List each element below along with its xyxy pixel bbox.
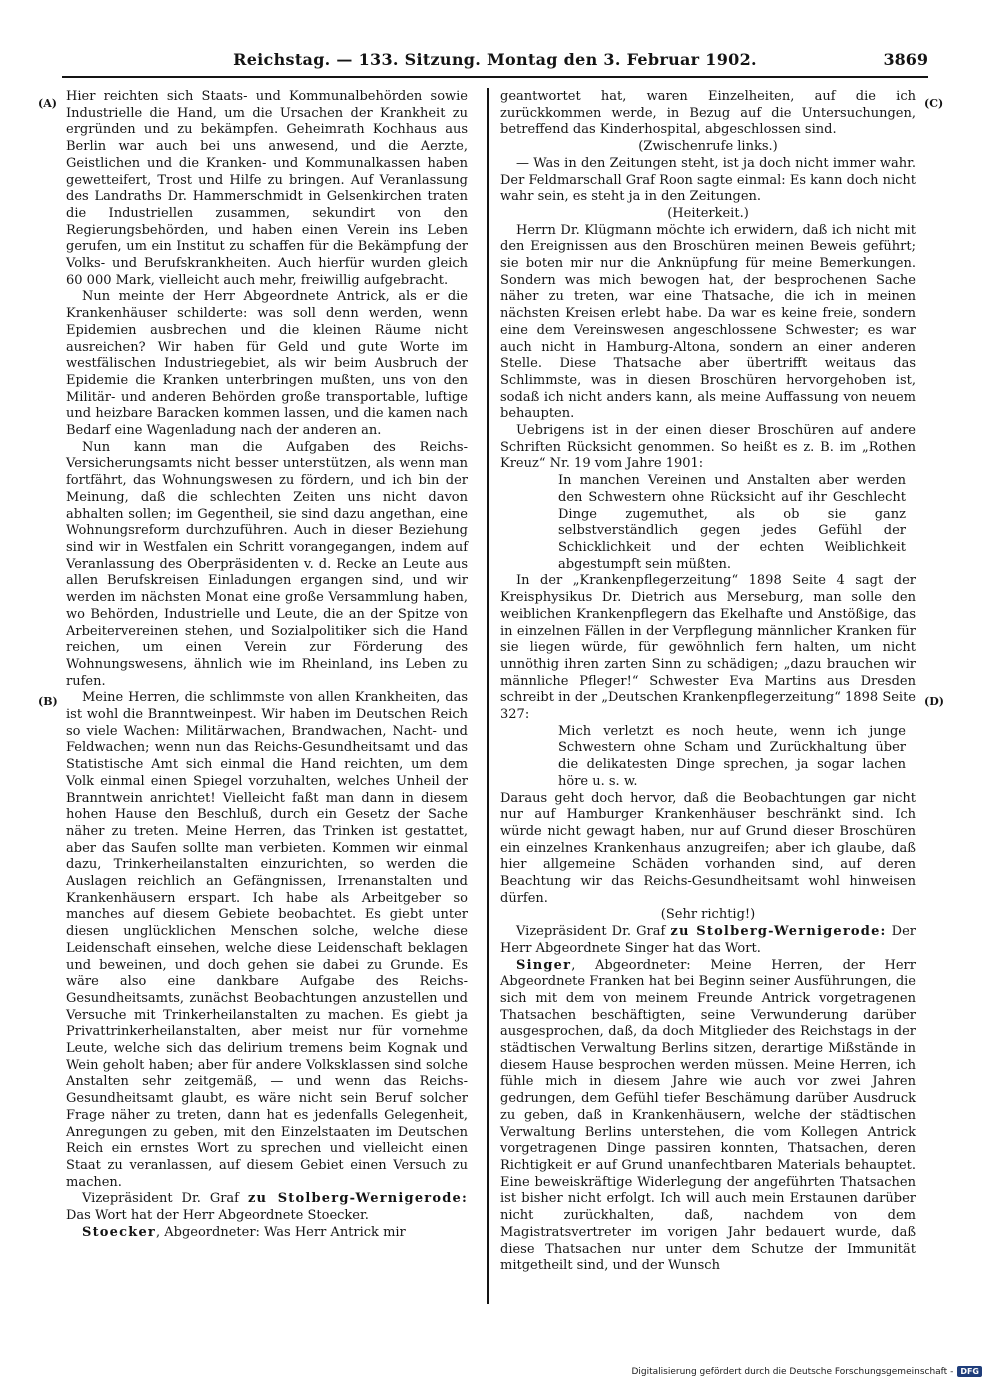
paragraph: geantwortet hat, waren Einzelheiten, auf die ich zurückkommen werde, in Bezug auf die Untersuchungen, betreffend das Kinderhospital, abgeschlossen sind. — [500, 89, 916, 138]
interjection: (Heiterkeit.) — [667, 205, 749, 221]
page-number: 3869 — [883, 50, 928, 69]
margin-mark-c: (C) — [924, 97, 944, 110]
speaker-line — [66, 1191, 468, 1224]
speaker-name: Singer — [516, 957, 572, 973]
speaker-line — [66, 1225, 468, 1242]
left-column — [66, 89, 468, 1242]
interjection: (Zwischenrufe links.) — [638, 139, 778, 155]
column-divider — [487, 88, 489, 1304]
speaker-text: , Abgeordneter: Was Herr Antrick mir — [155, 1224, 406, 1240]
paragraph: Herrn Dr. Klügmann möchte ich erwidern, daß ich nicht mit den Ereignissen aus den Broschüren meinen Beweis geführt; sie boten mir nur die Anknüpfung für meine Bemerkungen. Sondern was mich bewogen hat, der besprochenen Sache näher zu treten, war eine Thatsache, die ich in meinen nächsten Kreisen erlebt habe. Da war es keine freie, sondern eine dem Vereinswesen angeschlossene Schwester; es war auch nicht in Hamburg-Altona, sondern an einer anderen Stelle. Diese Thatsache aber übertrifft weitaus das Schlimmste, was in diesen Broschüren hervorgehoben ist, sodaß ich nicht anders kann, als meine Auffassung von neuem behaupten. — [500, 222, 916, 422]
dfg-logo: DFG — [957, 1366, 982, 1377]
paragraph: Uebrigens ist in der einen dieser Broschüren auf andere Schriften Rücksicht genommen. So heißt es z. B. im „Rothen Kreuz“ Nr. 19 vom Jahre 1901: — [500, 423, 916, 472]
speaker-intro: Vizepräsident Dr. Graf — [82, 1191, 248, 1207]
paragraph: Meine Herren, die schlimmste von allen Krankheiten, das ist wohl die Branntweinpest. Wir haben im Deutschen Reich so viele Wachen: Militärwachen, Brandwachen, Nacht- und Feldwachen; wenn nun das Reichs-Gesundheitsamt und das Statistische Amt sich einmal die Hand reichten, um dem Volk einmal einen Spiegel vorzuhalten, welches Unheil der Branntwein anrichtet! Vielleicht faßt man dann in diesem hohen Hause den Beschluß, durch ein Gesetz der Sache näher zu treten. Meine Herren, das Trinken ist gestattet, aber das Saufen sollte man verbieten. Kommen wir einmal dazu, Trinkerheilanstalten einzurichten, so werden die Auslagen reichlich an Gefängnissen, Irrenanstalten und Krankenhäusern erspart. Ich habe als Arbeitgeber so manches auf diesem Gebiete beobachtet. Es giebt unter diesen unglücklichen Menschen solche, welche diese Leidenschaft einsehen, welche diese Leidenschaft beklagen und beweinen, und doch gehen sie dabei zu Grunde. Es wäre also eine dankbare Aufgabe des Reichs-Gesundheitsamts, zunächst Beobachtungen anzustellen und Versuche mit Trinkerheilanstalten zu machen. Es giebt ja Privattrinkerheilanstalten, aber meist nur für vornehme Leute, welche sich das delirium tremens beim Kognak und Wein geholt haben; aber für andere Volksklassen sind solche Anstalten sehr zeitgemäß, — und wenn das Reichs-Gesundheitsamt glaubt, es wäre nicht sein Beruf solcher Frage näher zu treten, dann hat es jedenfalls Gelegenheit, Anregungen zu geben, mit den Einzelstaaten im Deutschen Reich ein ernstes Wort zu sprechen und vielleicht einen Staat zu veranlassen, auf diesem Gebiet einen Versuch zu machen. — [66, 690, 468, 1190]
speaker-name: zu Stolberg-Wernigerode: — [670, 924, 887, 940]
speaker-intro: Vizepräsident Dr. Graf — [516, 924, 671, 940]
paragraph: Nun meinte der Herr Abgeordnete Antrick, als er die Krankenhäuser schilderte: was soll denn werden, wenn Epidemien ausbrechen und die kleinen Räume nicht ausreichen? Wir haben für Geld und gute Worte im westfälischen Industriegebiet, als wir beim Ausbruch der Epidemie die Kranken unterbringen mußten, uns von den Militär- und anderen Behörden große transportable, luftige und heizbare Baracken kommen lassen, und die kamen nach Bedarf eine Wagenladung nach der anderen an. — [66, 289, 468, 439]
interjection: (Sehr richtig!) — [660, 907, 756, 923]
speaker-text: Der Herr Abgeordnete Singer hat das Wort. — [500, 924, 916, 956]
paragraph: Hier reichten sich Staats- und Kommunalbehörden sowie Industrielle die Hand, um die Ursachen der Krankheit zu ergründen und zu bekämpfen. Geheimrath Kochhaus aus Berlin war auch bei uns anwesend, und die Aerzte, Geistlichen und die Kranken- und Kommunalkassen haben gewetteifert, Trost und Hilfe zu bringen. Auf Veranlassung des Landraths Dr. Hammerschmidt in Gelsenkirchen traten die Industriellen zusammen, sekundirt von den Regierungsbehörden, und haben einen Verein ins Leben gerufen, um ein Institut zu schaffen für die Bekämpfung der Volks- und Berufskrankheiten. Auch hierfür wurden gleich 60 000 Mark, vielleicht auch mehr, freiwillig aufgebracht. — [66, 89, 468, 288]
running-title: Reichstag. — 133. Sitzung. Montag den 3. Februar 1902. — [233, 50, 757, 69]
speaker-name: Stoecker — [82, 1224, 156, 1240]
paragraph: — Was in den Zeitungen steht, ist ja doch nicht immer wahr. Der Feldmarschall Graf Roon sagte einmal: Es kann doch nicht wahr sein, es steht ja in den Zeitungen. — [500, 155, 916, 205]
margin-mark-a: (A) — [38, 97, 57, 110]
footer-credit — [631, 1366, 982, 1377]
right-column — [500, 89, 916, 1275]
speaker-text: , Abgeordneter: Meine Herren, der Herr Abgeordnete Franken hat bei Beginn seiner Ausführungen, die sich mit dem von meinem Freunde Antrick vorgetragenen Thatsachen beschäftigten, seine Verwunderung darüber ausgesprochen, daß, da doch Mitglieder des Reichstags in der städtischen Verwaltung Berlins sitzen, derartige Mißstände in diesem Hause besprochen werden müssen. Meine Herren, ich fühle mich in diesem Jahre wie auch vor zwei Jahren gedrungen, dem Gefühl tiefer Beschämung darüber Ausdruck zu geben, daß in Krankenhäusern, welche der städtischen Verwaltung Berlins unterstehen, die vom Kollegen Antrick vorgetragenen Dinge passiren konnten, Thatsachen, deren Richtigkeit er auf Grund unanfechtbaren Materials behauptet. Eine beweiskräftige Widerlegung der angeführten Thatsachen ist bisher nicht erfolgt. Ich will auch mein Erstaunen darüber nicht zurückhalten, daß, nachdem von dem Magistratsvertreter im vorigen Jahr bedauert wurde, daß diese Thatsachen nur unter dem Schutze der Immunität mitgetheilt sind, und der Wunsch — [500, 957, 916, 1274]
quotation: In manchen Vereinen und Anstalten aber werden den Schwestern ohne Rücksicht auf ihr Geschlecht Dinge zugemuthet, als ob sie ganz selbstverständlich gegen jedes Gefühl der Schicklichkeit und der echten Weiblichkeit abgestumpft sein müßten. — [558, 473, 906, 572]
speaker-line — [500, 958, 916, 1275]
speaker-line — [500, 924, 916, 957]
margin-mark-b: (B) — [38, 695, 58, 708]
paragraph: Daraus geht doch hervor, daß die Beobachtungen gar nicht nur auf Hamburger Krankenhäuser beschränkt sind. Ich würde nicht gewagt haben, nur auf Grund dieser Broschüren ein einzelnes Krankenhaus anzugreifen; aber ich glaube, daß hier allgemeine Schäden vorhanden sind, auf deren Beachtung wir das Reichs-Gesundheitsamt wohl hinweisen dürfen. — [500, 790, 916, 906]
paragraph: Nun kann man die Aufgaben des Reichs-Versicherungsamts nicht besser unterstützen, als wenn man fortfährt, das Wohnungswesen zu fördern, und ich bin der Meinung, daß die schlechten Zeiten uns nicht davon abhalten sollen; im Gegentheil, sie sind dazu angethan, eine Wohnungsreform durchzuführen. Auch in dieser Beziehung sind wir in Westfalen ein Schritt vorangegangen, indem auf Veranlassung des Oberpräsidenten v. d. Recke an Leute aus allen Berufskreisen Einladungen ergangen sind, und wir werden im nächsten Monat eine große Versammlung haben, wo Behörden, Industrielle und Leute, die an der Spitze von Arbeitervereinen stehen, und Sozialpolitiker sich die Hand reichen, um einen Verein zur Förderung des Wohnungswesens, ähnlich wie im Rheinland, ins Leben zu rufen. — [66, 439, 468, 689]
page-header — [62, 48, 928, 78]
speaker-name: zu Stolberg-Wernigerode: — [247, 1191, 468, 1207]
paragraph: In der „Krankenpflegerzeitung“ 1898 Seite 4 sagt der Kreisphysikus Dr. Dietrich aus Merseburg, man solle den weiblichen Krankenpflegern das Ekelhafte und Anstößige, das in einzelnen Fällen in der Verpflegung männlicher Kranken für sie liegen würde, für gewöhnlich fern halten, um nicht unnöthig ihren zarten Sinn zu schädigen; „dazu brauchen wir männliche Pfleger!“ Schwester Eva Martins aus Dresden schreibt in der „Deutschen Krankenpflegerzeitung“ 1898 Seite 327: — [500, 573, 916, 723]
footer-text: Digitalisierung gefördert durch die Deutsche Forschungsgemeinschaft - — [631, 1366, 954, 1377]
quotation: Mich verletzt es noch heute, wenn ich junge Schwestern ohne Scham und Zurückhaltung über die delikatesten Dinge sprechen, ja sogar lachen höre u. s. w. — [558, 723, 906, 789]
margin-mark-d: (D) — [924, 695, 944, 708]
speaker-text: Das Wort hat der Herr Abgeordnete Stoecker. — [66, 1208, 369, 1224]
